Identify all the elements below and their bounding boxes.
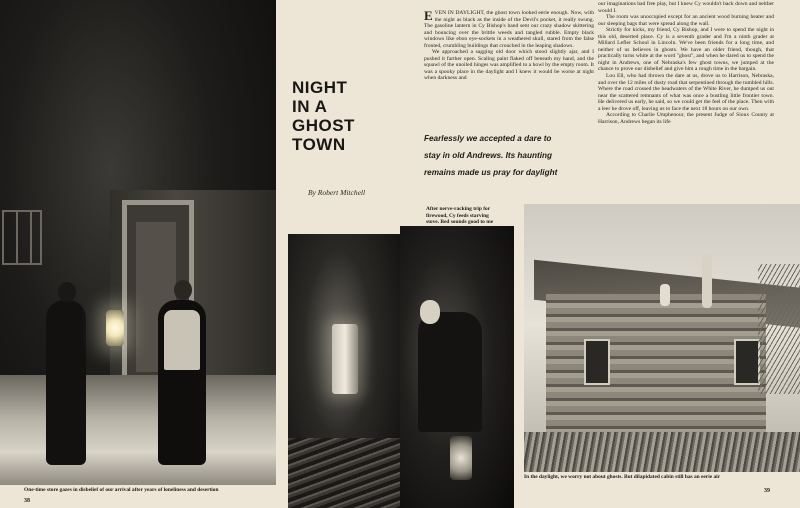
dry-grass (524, 432, 800, 472)
boy-on-roof-standing (702, 254, 712, 308)
pull-quote-line: Fearlessly we accepted a dare to (424, 134, 552, 143)
stove-lamp (450, 436, 472, 480)
photo-boy-feeding-stove (400, 226, 514, 508)
stove-glow (332, 324, 358, 394)
title-line: GHOST (292, 116, 355, 135)
page-number-right: 39 (764, 488, 770, 494)
pull-quote-line: stay in old Andrews. Its haunting (424, 151, 552, 160)
store-window (2, 210, 42, 265)
caption-line: After nerve-racking trip for (426, 206, 491, 212)
body-paragraph: EVEN IN DAYLIGHT, the ghost town looked eerie enough. Now, with the night as black as the inside of the Devil's pocket, it really swung. The gasoline lantern in Cy Bishop's hand sent our crazy shadow skittering and bouncing over the brittle weeds and tangled rubble. Empty black windows like ebon eye-sockets in a weathered skull, stared from the false fronted, crumbling buildings that crouched in the leaping shadows. (424, 10, 594, 49)
cabin-window (734, 339, 760, 385)
boy-silhouette-left (46, 300, 86, 465)
body-column-2 (598, 1, 774, 189)
page-number-left: 38 (24, 498, 30, 504)
caption-line: stove. Bed sounds good to me (426, 219, 494, 226)
title-line: TOWN (292, 135, 346, 154)
photo-stove-night (288, 234, 400, 508)
title-line: NIGHT (292, 78, 348, 97)
body-paragraph: We approached a sagging old door which stood slightly ajar, and I pushed it farther open. Scaling paint flaked off beneath my hand, and the squawl of the unoiled hinges was amplified to a howl by the empty room. It was a spooky place in the daylight and I knew it would be worse at night when darkness and (424, 49, 594, 82)
pull-quote (424, 130, 600, 181)
right-photo-caption: In the daylight, we worry not about ghosts. But dilapidated cabin still has an eerie air (524, 474, 721, 480)
body-paragraph: Lou Ell, who had thrown the dare at us, drove us to Harrison, Nebraska, and over the 12 miles of dusty road that serpentined through the tumbled hills. Where the road crossed the headwaters of the White River, he dumped us out near the scattered remnants of what was once a bustling little frontier town. He delivered us early, he said, so we could get the feel of the place. Then with a leer he drove off, leaving us to face the next 18 hours on our own. (598, 73, 774, 112)
boy-silhouette-right (158, 300, 206, 465)
firewood (288, 438, 400, 508)
drop-cap: E (424, 10, 433, 23)
boy-on-roof-sitting (660, 284, 670, 306)
body-paragraph: According to Charlie Umphenour, the present Judge of Sioux County at Harrison, Andrews began its life (598, 112, 774, 125)
pull-quote-line: remains made us pray for daylight (424, 168, 558, 177)
left-photo-caption: One-time store gazes in disbelief of our arrival after years of loneliness and desertion (24, 487, 219, 493)
body-paragraph: our imaginations had free play, but I knew Cy wouldn't back down and neither would I. (598, 1, 774, 14)
article-title (292, 78, 392, 154)
body-paragraph: The room was unoccupied except for an ancient wood burning heater and our sleeping bags that were spread along the wall. (598, 14, 774, 27)
boy-face (420, 300, 440, 324)
byline: By Robert Mitchell (308, 188, 366, 197)
cabin-window (584, 339, 610, 385)
photo-store-night (0, 0, 276, 485)
boy-body (418, 312, 482, 432)
bare-tree (758, 264, 800, 394)
photo-cabin-daylight (524, 204, 800, 472)
ground (0, 375, 276, 485)
middle-photo-caption (426, 206, 516, 226)
body-paragraph: Strictly for kicks, my friend, Cy Bishop, and I were to spend the night in this old, deserted place. Cy is a seventh grader and I'm a ninth grader at Millard Lefler School in Lincoln. We've been friends for a long time, and neither of us believes in ghosts. We have an older friend, though, that practically turns white at the word "ghost", and when he dared us to spend the night in Andrews, one of Nebraska's few ghost towns, we jumped at the chance to prove our disbelief and give him a rough time in the bargain. (598, 27, 774, 73)
caption-line: firewood, Cy feeds starving (426, 212, 489, 219)
title-line: IN A (292, 97, 328, 116)
lantern (106, 310, 124, 346)
body-column-1 (424, 10, 594, 120)
